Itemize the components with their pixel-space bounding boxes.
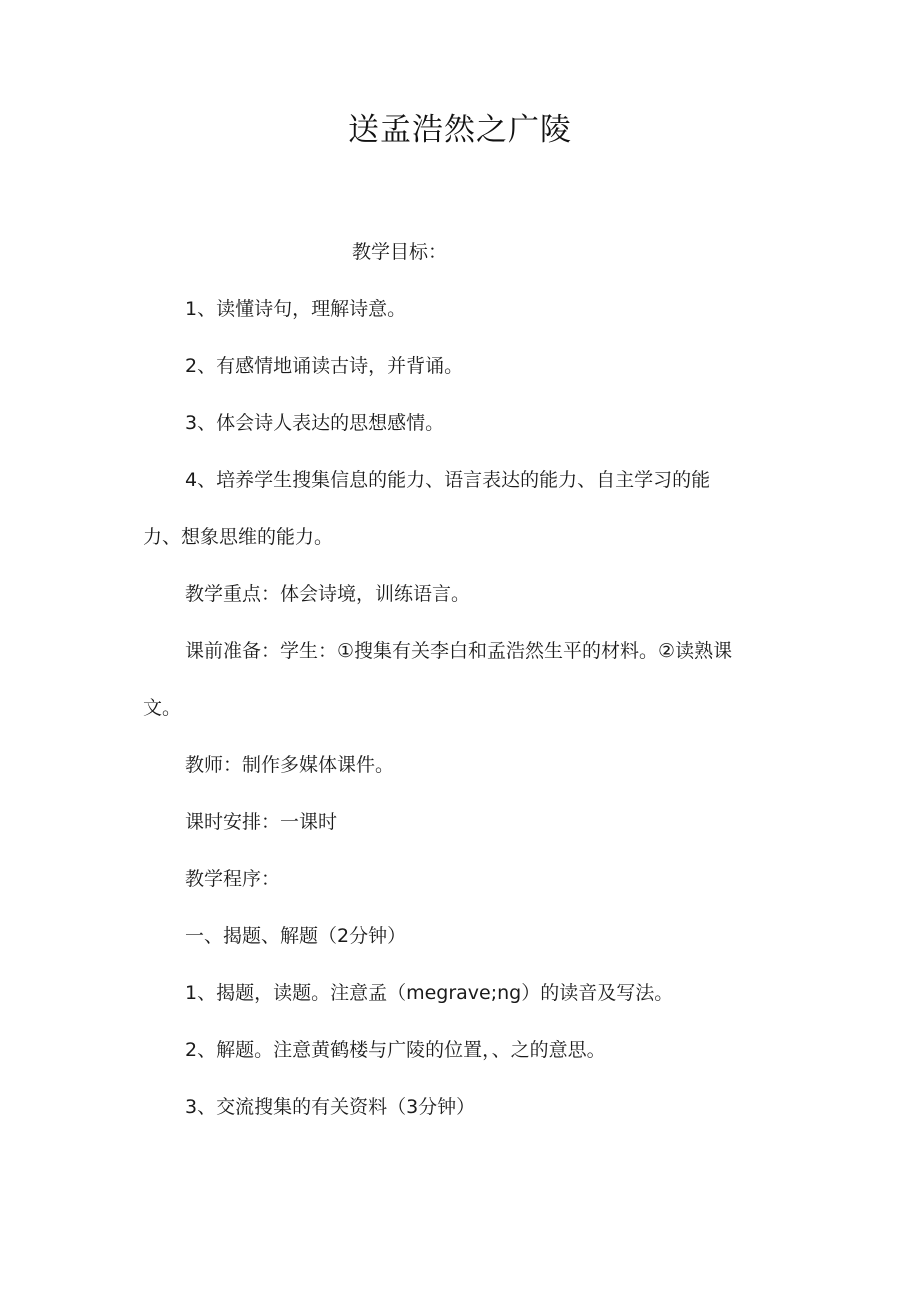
- section-1-heading: 一、揭题、解题（2分钟）: [185, 925, 407, 947]
- preparation-line-2: 文。: [143, 697, 182, 719]
- section-1-item-2: 2、解题。注意黄鹤楼与广陵的位置，、之的意思。: [185, 1039, 606, 1061]
- goal-1: 1、读懂诗句，理解诗意。: [185, 298, 407, 320]
- teaching-focus: 教学重点：体会诗境，训练语言。: [185, 583, 471, 605]
- goal-2: 2、有感情地诵读古诗，并背诵。: [185, 355, 464, 377]
- teacher-preparation: 教师：制作多媒体课件。: [185, 754, 395, 776]
- preparation-line-1: 课前准备：学生：①搜集有关李白和孟浩然生平的材料。②读熟课: [185, 640, 733, 662]
- section-1-item-3: 3、交流搜集的有关资料（3分钟）: [185, 1096, 476, 1118]
- goal-3: 3、体会诗人表达的思想感情。: [185, 412, 445, 434]
- class-schedule: 课时安排：一课时: [185, 811, 338, 833]
- goal-4-line-1: 4、培养学生搜集信息的能力、语言表达的能力、自主学习的能: [185, 469, 711, 491]
- section-1-item-1: 1、揭题，读题。注意孟（megrave;ng）的读音及写法。: [185, 982, 674, 1004]
- teaching-procedure-heading: 教学程序：: [185, 868, 281, 890]
- goal-4-line-2: 力、想象思维的能力。: [143, 526, 334, 548]
- teaching-goals-heading: 教学目标：: [352, 241, 448, 263]
- document-title: 送孟浩然之广陵: [348, 112, 572, 148]
